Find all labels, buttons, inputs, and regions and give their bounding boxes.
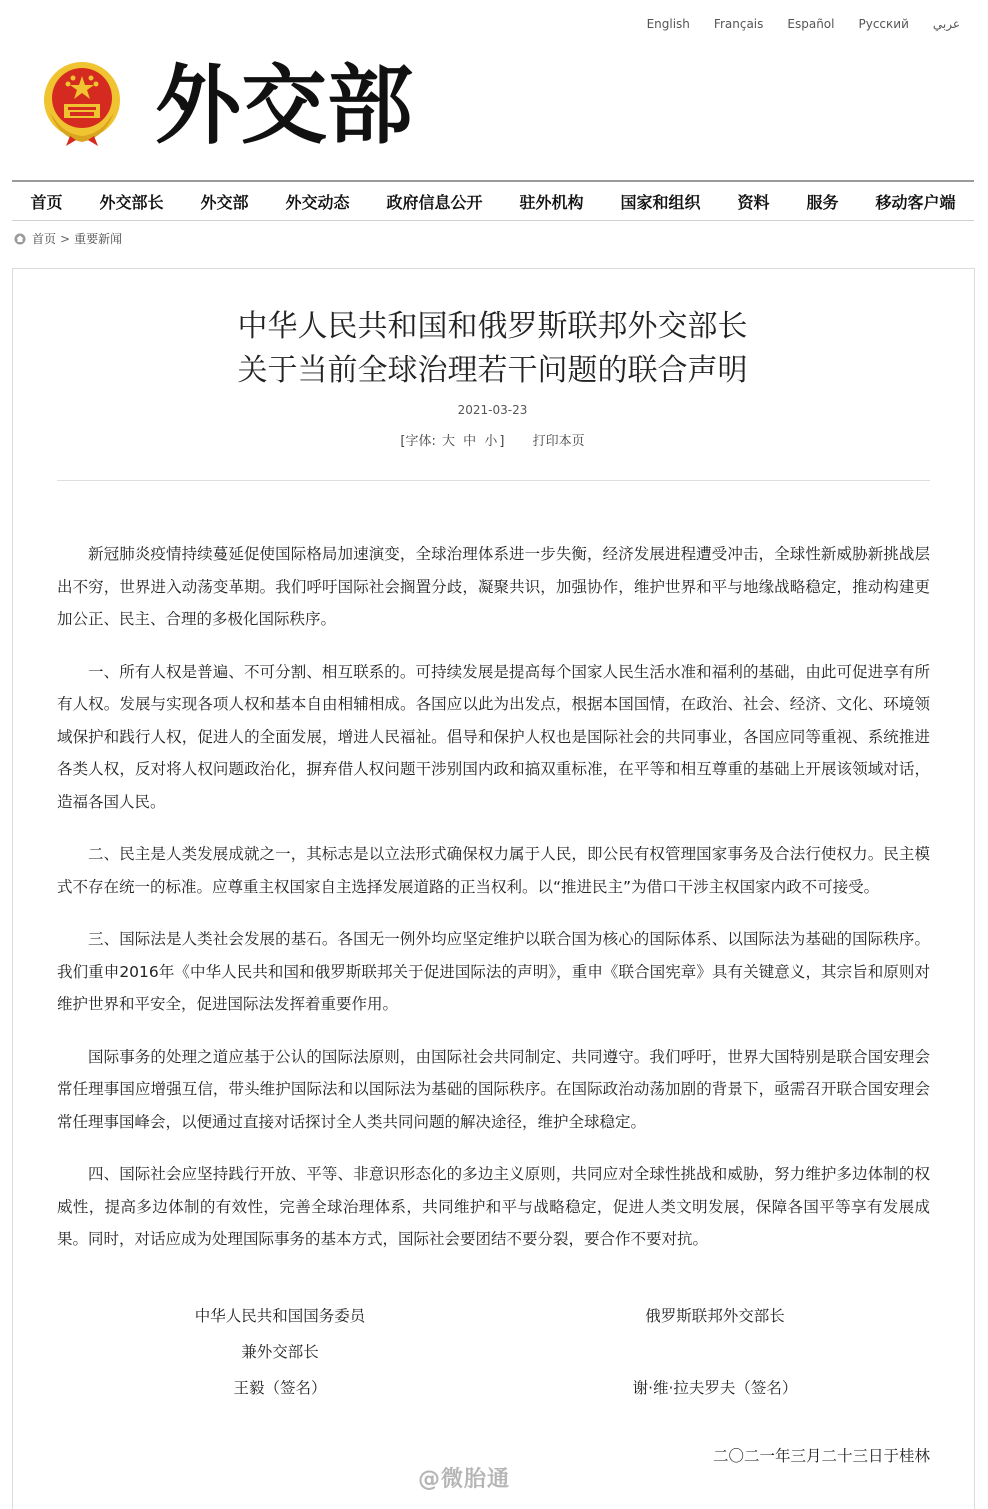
signing-date-place: 二〇二一年三月二十三日于桂林: [712, 1447, 930, 1465]
paragraph-multilateralism: 四、国际社会应坚持践行开放、平等、非意识形态化的多边主义原则，共同应对全球性挑战和威胁，努力维护多边体制的权威性，提高多边体制的有效性，完善全球治理体系，共同维护和平与战略稳定，促进人类文明发展，保障各国平等享有发展成果。同时，对话应成为处理国际事务的基本方式，国际社会要团结不要分裂，要合作不要对抗。: [57, 1165, 930, 1248]
signatory-russia: [585, 1298, 845, 1406]
breadcrumb-current-link[interactable]: 重要新闻: [74, 232, 123, 246]
lang-spanish-link[interactable]: Español: [787, 17, 835, 31]
weibo-watermark: @微胎通: [418, 1467, 511, 1492]
font-size-suffix: ]: [499, 434, 505, 449]
paragraph-democracy: 二、民主是人类发展成就之一，其标志是以立法形式确保权力属于人民，即公民有权管理国家事务及合法行使权力。民主模式不存在统一的标准。应尊重主权国家自主选择发展道路的正当权利。以“推进民主”为借口干涉主权国家内政不可接受。: [57, 845, 930, 896]
title-line-1: 中华人民共和国和俄罗斯联邦外交部长: [237, 309, 748, 344]
signatory-russia-name: 谢·维·拉夫罗夫（签名）: [632, 1379, 798, 1397]
breadcrumb-home-link[interactable]: 首页: [32, 232, 57, 246]
home-icon: [14, 233, 26, 245]
lang-english-link[interactable]: English: [646, 17, 690, 31]
logo-text: 外交部: [155, 55, 413, 156]
font-medium-button[interactable]: 中: [463, 434, 477, 449]
nav-item-activities[interactable]: 外交动态: [285, 192, 350, 212]
ministry-calligraphy-logo[interactable]: [155, 40, 425, 172]
paragraph-intro: 新冠肺炎疫情持续蔓延促使国际格局加速演变，全球治理体系进一步失衡，经济发展进程遭受冲击，全球性新威胁新挑战层出不穷，世界进入动荡变革期。我们呼吁国际社会搁置分歧，凝聚共识，加强协作，维护世界和平与地缘战略稳定，推动构建更加公正、民主、合理的多极化国际秩序。: [57, 545, 930, 628]
article-body: [57, 538, 930, 1276]
breadcrumb: [14, 230, 122, 247]
article-tools: [12, 430, 973, 449]
article-title: [12, 305, 973, 393]
nav-top-divider: [12, 180, 974, 182]
paragraph-human-rights: 一、所有人权是普遍、不可分割、相互联系的。可持续发展是提高每个国家人民生活水准和福利的基础，由此可促进享有所有人权。发展与实现各项人权和基本自由相辅相成。各国应以此为出发点，根据本国国情，在政治、社会、经济、文化、环境领域保护和践行人权，促进人的全面发展，增进人民福祉。倡导和保护人权也是国际社会的共同事业，各国应同等重视、系统推进各类人权，反对将人权问题政治化，摒弃借人权问题干涉别国内政和搞双重标准，在平等和相互尊重的基础上开展该领域对话，造福各国人民。: [57, 662, 930, 811]
nav-item-services[interactable]: 服务: [806, 192, 839, 212]
national-emblem-icon[interactable]: [40, 58, 124, 146]
font-large-button[interactable]: 大: [442, 434, 456, 449]
font-small-button[interactable]: 小: [484, 434, 498, 449]
lang-arabic-link[interactable]: عربي: [932, 17, 960, 31]
signatory-russia-role: [585, 1334, 845, 1370]
print-page-button[interactable]: 打印本页: [532, 434, 585, 449]
lang-russian-link[interactable]: Русский: [858, 17, 909, 31]
signatory-russia-title: 俄罗斯联邦外交部长: [645, 1307, 785, 1325]
nav-item-mobile[interactable]: 移动客户端: [875, 192, 956, 212]
signatory-china-title: 中华人民共和国国务委员: [194, 1307, 366, 1325]
nav-item-minister[interactable]: 外交部长: [99, 192, 164, 212]
nav-item-home[interactable]: 首页: [30, 192, 63, 212]
font-size-prefix: [字体:: [400, 434, 436, 449]
language-bar: [623, 17, 960, 31]
paragraph-international-affairs: 国际事务的处理之道应基于公认的国际法原则，由国际社会共同制定、共同遵守。我们呼吁，世界大国特别是联合国安理会常任理事国应增强互信，带头维护国际法和以国际法为基础的国际秩序。在国际政治动荡加剧的背景下，亟需召开联合国安理会常任理事国峰会，以便通过直接对话探讨全人类共同问题的解决途径，维护全球稳定。: [57, 1047, 930, 1131]
main-nav: [12, 183, 974, 219]
nav-bottom-divider: [12, 220, 974, 221]
nav-item-ministry[interactable]: 外交部: [200, 192, 249, 212]
nav-item-countries[interactable]: 国家和组织: [620, 192, 701, 212]
nav-item-resources[interactable]: 资料: [737, 192, 770, 212]
paragraph-international-law: 三、国际法是人类社会发展的基石。各国无一例外均应坚定维护以联合国为核心的国际体系、以国际法为基础的国际秩序。我们重申2016年《中华人民共和国和俄罗斯联邦关于促进国际法的声明》，重申《联合国宪章》具有关键意义，其宗旨和原则对维护世界和平安全，促进国际法发挥着重要作用。: [57, 930, 930, 1013]
signatory-china-name: 王毅（签名）: [233, 1379, 327, 1397]
article-date: 2021-03-23: [457, 403, 528, 417]
signatory-china-role: 兼外交部长: [241, 1343, 319, 1361]
breadcrumb-separator: >: [60, 231, 71, 246]
lang-french-link[interactable]: Français: [713, 17, 764, 31]
header-divider: [57, 480, 930, 481]
signatory-china: [150, 1298, 410, 1406]
title-line-2: 关于当前全球治理若干问题的联合声明: [237, 353, 748, 388]
nav-item-missions[interactable]: 驻外机构: [519, 192, 584, 212]
nav-item-gov-info[interactable]: 政府信息公开: [386, 192, 483, 212]
